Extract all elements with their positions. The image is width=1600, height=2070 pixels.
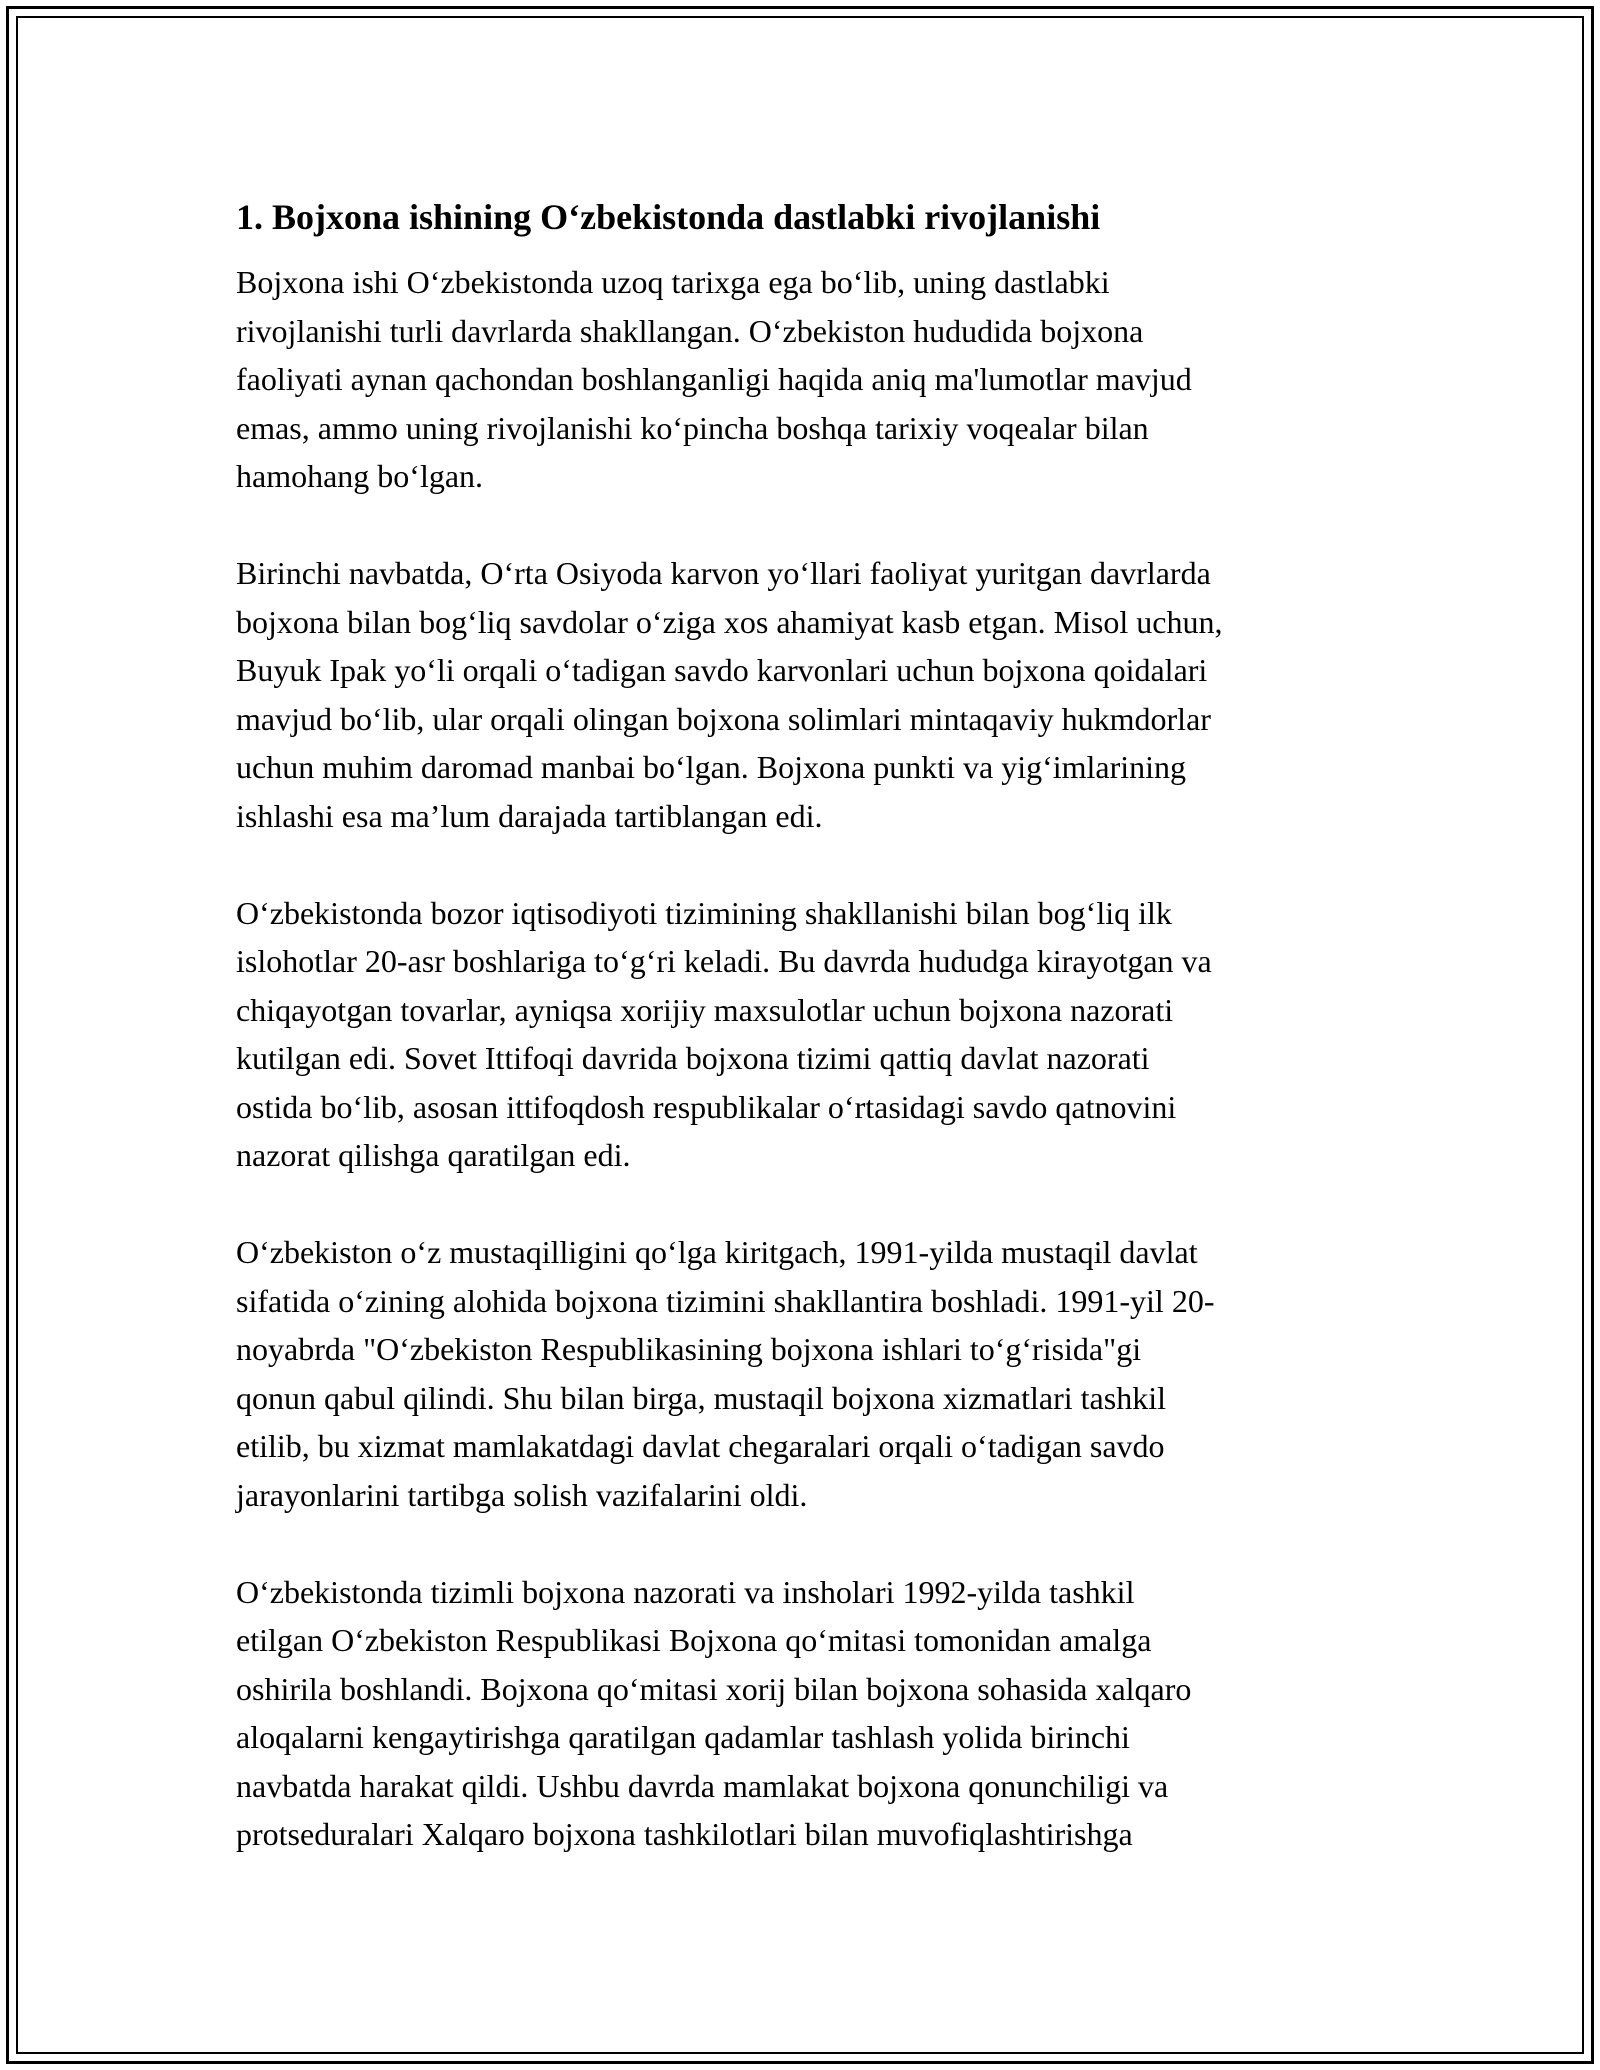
paragraph-line: faoliyati aynan qachondan boshlanganligi haqida aniq ma'lumotlar mavjud	[236, 361, 1192, 397]
paragraph-line: etilib, bu xizmat mamlakatdagi davlat chegaralari orqali o‘tadigan savdo	[236, 1428, 1165, 1464]
paragraph-line: islohotlar 20-asr boshlariga to‘g‘ri keladi. Bu davrda hududga kirayotgan va	[236, 943, 1212, 979]
paragraph-line: Bojxona ishi O‘zbekistonda uzoq tarixga ega bo‘lib, uning dastlabki	[236, 264, 1110, 300]
paragraph	[236, 1568, 1386, 1859]
section-heading: 1. Bojxona ishining O‘zbekistonda dastlabki rivojlanishi	[236, 197, 1101, 237]
paragraph-line: O‘zbekistonda tizimli bojxona nazorati va insholari 1992-yilda tashkil	[236, 1573, 1135, 1610]
paragraph-line: Birinchi navbatda, O‘rta Osiyoda karvon yo‘llari faoliyat yuritgan davrlarda	[236, 555, 1211, 591]
paragraph-line: kutilgan edi. Sovet Ittifoqi davrida bojxona tizimi qattiq davlat nazorati	[236, 1040, 1150, 1076]
paragraph-line: uchun muhim daromad manbai bo‘lgan. Bojxona punkti va yig‘imlarining	[236, 749, 1187, 785]
paragraph-line: protseduralari Xalqaro bojxona tashkilotlari bilan muvofiqlashtirishga	[236, 1816, 1133, 1852]
paragraph-list	[236, 258, 1386, 1859]
paragraph-line: chiqayotgan tovarlar, ayniqsa xorijiy maxsulotlar uchun bojxona nazorati	[236, 991, 1174, 1028]
paragraph-line: etilgan O‘zbekiston Respublikasi Bojxona qo‘mitasi tomonidan amalga	[236, 1622, 1152, 1658]
paragraph-line: emas, ammo uning rivojlanishi ko‘pincha boshqa tarixiy voqealar bilan	[236, 409, 1149, 446]
paragraph-line: O‘zbekiston o‘z mustaqilligini qo‘lga kiritgach, 1991-yilda mustaqil davlat	[236, 1234, 1198, 1270]
paragraph-line: nazorat qilishga qaratilgan edi.	[236, 1137, 631, 1173]
paragraph-line: ostida bo‘lib, asosan ittifoqdosh respublikalar o‘rtasidagi savdo qatnovini	[236, 1088, 1177, 1125]
paragraph-line: noyabrda "O‘zbekiston Respublikasining bojxona ishlari to‘g‘risida"gi	[236, 1331, 1142, 1367]
paragraph-line: sifatida o‘zining alohida bojxona tizimini shakllantira boshladi. 1991-yil 20-	[236, 1282, 1215, 1319]
paragraph-line: rivojlanishi turli davrlarda shakllangan. O‘zbekiston hududida bojxona	[236, 312, 1144, 349]
paragraph-line: bojxona bilan bog‘liq savdolar o‘ziga xos ahamiyat kasb etgan. Misol uchun,	[236, 603, 1223, 640]
paragraph	[236, 1228, 1386, 1519]
paragraph-line: oshirila boshlandi. Bojxona qo‘mitasi xorij bilan bojxona sohasida xalqaro	[236, 1670, 1192, 1707]
paragraph-line: hamohang bo‘lgan.	[236, 458, 484, 494]
paragraph	[236, 258, 1386, 501]
paragraph	[236, 549, 1386, 840]
paragraph-line: ishlashi esa ma’lum darajada tartiblangan edi.	[236, 797, 823, 834]
paragraph-line: O‘zbekistonda bozor iqtisodiyoti tizimining shakllanishi bilan bog‘liq ilk	[236, 894, 1172, 931]
paragraph-line: aloqalarni kengaytirishga qaratilgan qadamlar tashlash yolida birinchi	[236, 1719, 1130, 1755]
paragraph-line: qonun qabul qilindi. Shu bilan birga, mustaqil bojxona xizmatlari tashkil	[236, 1379, 1166, 1416]
paragraph	[236, 889, 1386, 1180]
paragraph-line: navbatda harakat qildi. Ushbu davrda mamlakat bojxona qonunchiligi va	[236, 1767, 1169, 1804]
document-body	[236, 190, 1386, 1907]
paragraph-line: Buyuk Ipak yo‘li orqali o‘tadigan savdo karvonlari uchun bojxona qoidalari	[236, 652, 1208, 688]
paragraph-line: jarayonlarini tartibga solish vazifalarini oldi.	[236, 1476, 808, 1513]
paragraph-line: mavjud bo‘lib, ular orqali olingan bojxona solimlari mintaqaviy hukmdorlar	[236, 700, 1211, 737]
